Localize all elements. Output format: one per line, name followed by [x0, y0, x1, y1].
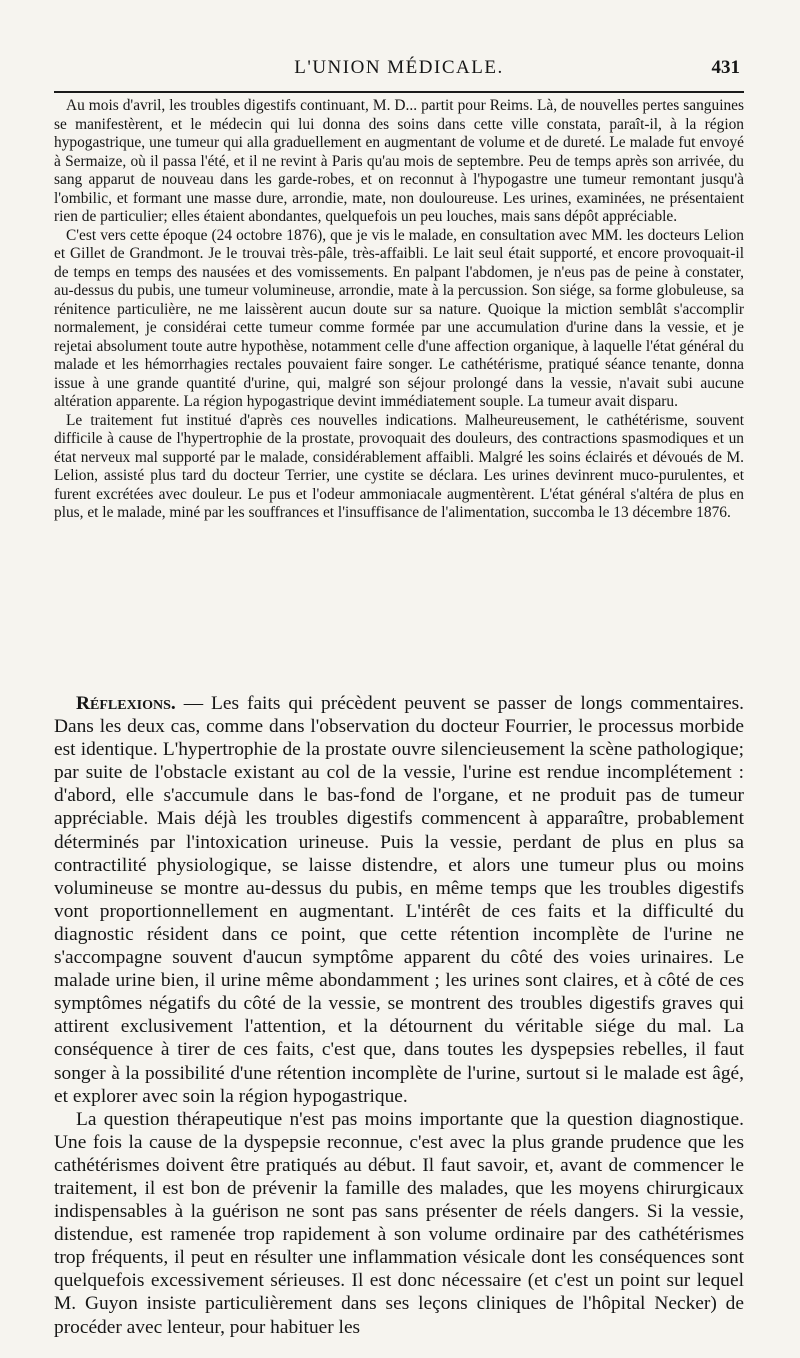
case-observation [54, 97, 744, 523]
paragraph: C'est vers cette époque (24 octobre 1876), que je vis le malade, en consultation avec MM. les docteurs Lelion et Gillet de Grandmont. Je le trouvai très-pâle, très-affaibli. Le lait seul était supporté, et encore provoquait-il de temps en temps des nausées et des vomissements. En palpant l'abdomen, je n'eus pas de peine à constater, au-dessus du pubis, une tumeur volumineuse, arrondie, mate à la percussion. Son siége, sa forme globuleuse, sa rénitence particulière, ne me laissèrent aucun doute sur sa nature. Quoique la miction semblât s'accomplir normalement, je considérai cette tumeur comme formée par une accumulation d'urine dans la vessie, et je rejetai absolument toute autre hypothèse, notamment celle d'une affection organique, à laquelle l'état général du malade et les hémorrhagies rectales pouvaient faire songer. Le cathétérisme, pratiqué séance tenante, donna issue à une grande quantité d'urine, qui, malgré son séjour prolongé dans la vessie, n'avait subi aucune altération apparente. La région hypogastrique devint immédiatement souple. La tumeur avait disparu. [54, 226, 744, 410]
running-title: L'UNION MÉDICALE. [294, 57, 504, 78]
page-number: 431 [711, 57, 740, 78]
reflexions-section [54, 692, 744, 1339]
reflexions-heading: Réflexions. [76, 693, 176, 714]
paragraph: Au mois d'avril, les troubles digestifs continuant, M. D... partit pour Reims. Là, de nouvelles pertes sanguines se manifestèrent, et le médecin qui lui donna des soins dans cette ville constata, paraît-il, à la région hypogastrique, une tumeur qui alla graduellement en augmentant de volume et de dureté. Le malade fut envoyé à Sermaize, où il passa l'été, et il ne revint à Paris qu'au mois de septembre. Peu de temps après son arrivée, du sang apparut de nouveau dans les garde-robes, et on reconnut à l'hypogastre une tumeur remontant jusqu'à l'ombilic, et formant une masse dure, arrondie, mate, non douloureuse. Les urines, examinées, ne présentaient rien de particulier; elles étaient abondantes, quelquefois un peu louches, mais sans dépôt appréciable. [54, 97, 744, 225]
page-header [54, 55, 744, 89]
therapeutic-paragraph: La question thérapeutique n'est pas moins importante que la question diagnostique. Une fois la cause de la dyspepsie reconnue, c'est avec la plus grande prudence que les cathétérismes doivent être pratiqués au début. Il faut savoir, et, avant de commencer le traitement, il est bon de prévenir la famille des malades, que les moyens chirurgicaux indispensables à la guérison ne sont pas sans présenter de réels dangers. Si la vessie, distendue, est ramenée trop rapidement à son volume ordinaire par des cathétérismes trop fréquents, il peut en résulter une inflammation vésicale dont les conséquences sont quelquefois excessivement sérieuses. Il est donc nécessaire (et c'est un point sur lequel M. Guyon insiste particulièrement dans ses leçons cliniques de l'hôpital Necker) de procéder avec lenteur, pour habituer les [54, 1108, 744, 1338]
paragraph: Le traitement fut institué d'après ces nouvelles indications. Malheureusement, le cathétérisme, souvent difficile à cause de l'hypertrophie de la prostate, provoquait des douleurs, des contractions spasmodiques et un état nerveux mal supporté par le malade, considérablement affaibli. Malgré les soins éclairés et dévoués de M. Lelion, assisté plus tard du docteur Terrier, une cystite se déclara. Les urines devinrent muco-purulentes, et furent excrétées avec douleur. Le pus et l'odeur ammoniacale augmentèrent. L'état général s'altéra de plus en plus, et le malade, miné par les souffrances et l'insuffisance de l'alimentation, succomba le 13 décembre 1876. [54, 411, 744, 521]
header-rule [54, 91, 744, 93]
reflexions-body: — Les faits qui précèdent peuvent se passer de longs commentaires. Dans les deux cas, comme dans l'observation du docteur Fourrier, le processus morbide est identique. L'hypertrophie de la prostate ouvre silencieusement la scène pathologique; par suite de l'obstacle existant au col de la vessie, l'urine est rendue incomplétement : d'abord, elle s'accumule dans le bas-fond de l'organe, et ne produit pas de tumeur appréciable. Mais déjà les troubles digestifs commencent à apparaître, probablement déterminés par l'intoxication urineuse. Puis la vessie, perdant de plus en plus sa contractilité physiologique, se laisse distendre, et alors une tumeur plus ou moins volumineuse se montre au-dessus du pubis, en même temps que les troubles digestifs vont proportionnellement en augmentant. L'intérêt de ces faits et la difficulté du diagnostic résident dans ce point, que cette rétention incomplète de l'urine ne s'accompagne souvent d'aucun symptôme apparent du côté des voies urinaires. Le malade urine bien, il urine même abondamment ; les urines sont claires, et à côté de ces symptômes négatifs du côté de la vessie, se montrent des troubles digestifs graves qui attirent exclusivement l'attention, et la détournent du véritable siége du mal. La conséquence à tirer de ces faits, c'est que, dans toutes les dyspepsies rebelles, il faut songer à la possibilité d'une rétention incomplète de l'urine, surtout si le malade est âgé, et explorer avec soin la région hypogastrique. [54, 693, 744, 1107]
reflexions-paragraph [54, 692, 744, 1108]
